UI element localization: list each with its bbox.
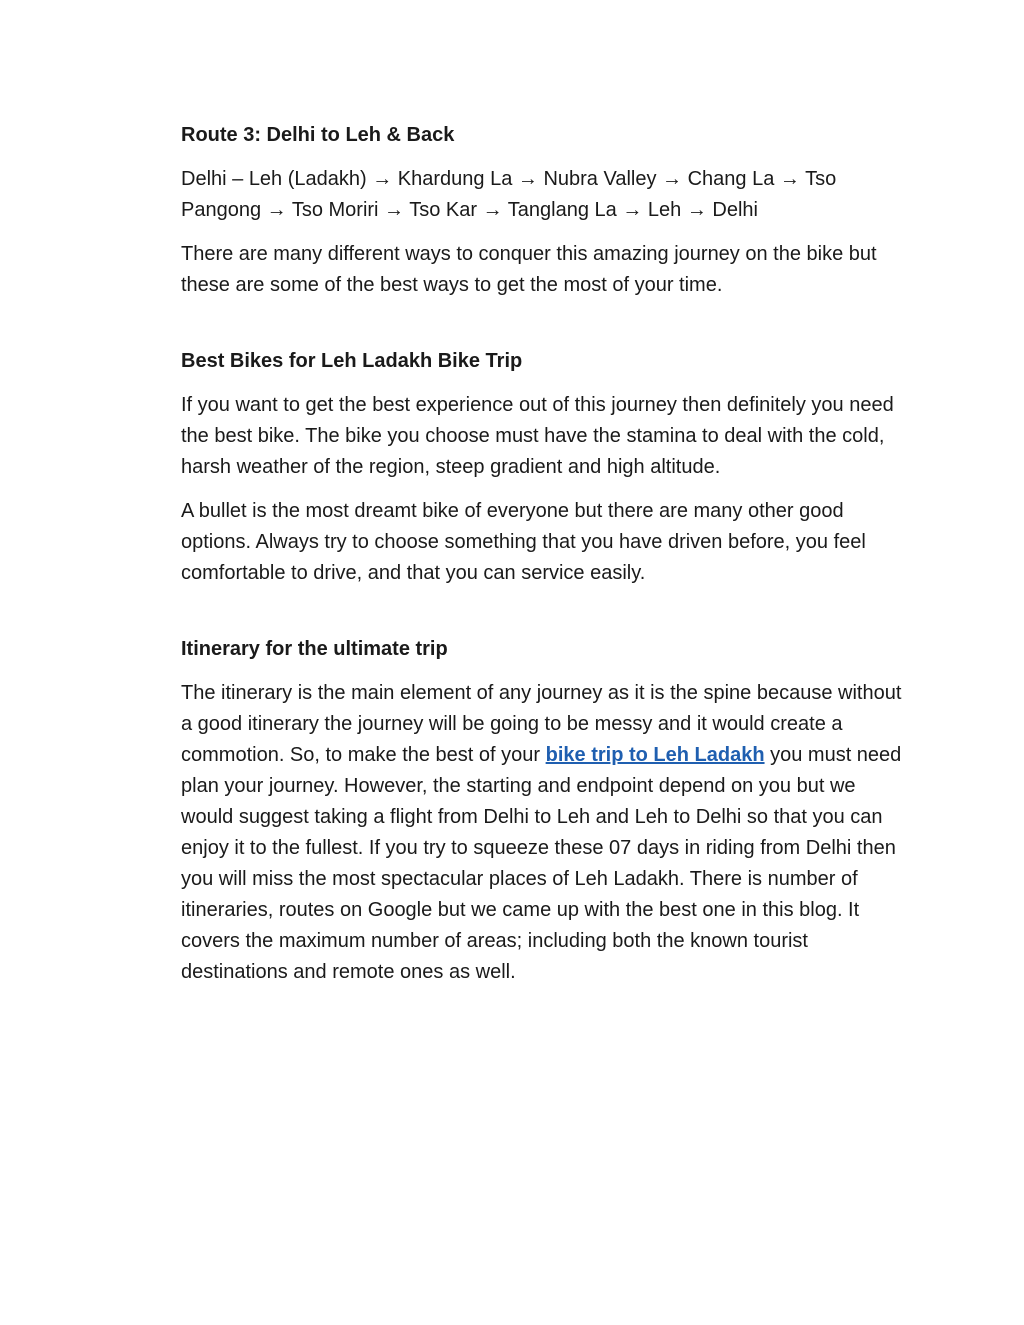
paragraph-text: you must need plan your journey. However, the starting and endpoint depend on you but we would suggest taking a flight from Delhi to Leh and Leh to Delhi so that you can enjoy it to the fullest. If you try to squeeze these 07 days in riding from Delhi then you will miss the most spectacular places of Leh Ladakh. There is number of itineraries, routes on Google but we came up with the best one in this blog. It covers the maximum number of areas; including both the known tourist destinations and remote ones as well. [181,744,902,983]
section-heading: Route 3: Delhi to Leh & Back [181,124,455,146]
body-paragraph: If you want to get the best experience out of this journey then definitely you need the best bike. The bike you choose must have the stamina to deal with the cold, harsh weather of the region, steep gradient and high altitude. [181,394,894,478]
document-body [181,120,906,1033]
section-itinerary [181,634,906,988]
bike-trip-link[interactable]: bike trip to Leh Ladakh [545,744,765,766]
section-best-bikes [181,346,906,589]
route-paragraph: Delhi – Leh (Ladakh) → Khardung La → Nubra Valley → Chang La → Tso Pangong → Tso Moriri → Tso Kar → Tanglang La → Leh → Delhi [181,168,837,221]
section-heading: Best Bikes for Leh Ladakh Bike Trip [181,350,523,372]
body-paragraph: A bullet is the most dreamt bike of everyone but there are many other good options. Always try to choose something that you have driven before, you feel comfortable to drive, and that you can service easily. [181,500,866,584]
body-paragraph: There are many different ways to conquer this amazing journey on the bike but these are some of the best ways to get the most of your time. [181,243,877,296]
section-route-3 [181,120,906,301]
paragraph-text: The itinerary is the main element of any journey as it is the spine because without a good itinerary the journey will be going to be messy and it would create a commotion. So, to make the best of your [181,682,902,766]
body-paragraph [181,678,906,988]
section-heading: Itinerary for the ultimate trip [181,638,448,660]
